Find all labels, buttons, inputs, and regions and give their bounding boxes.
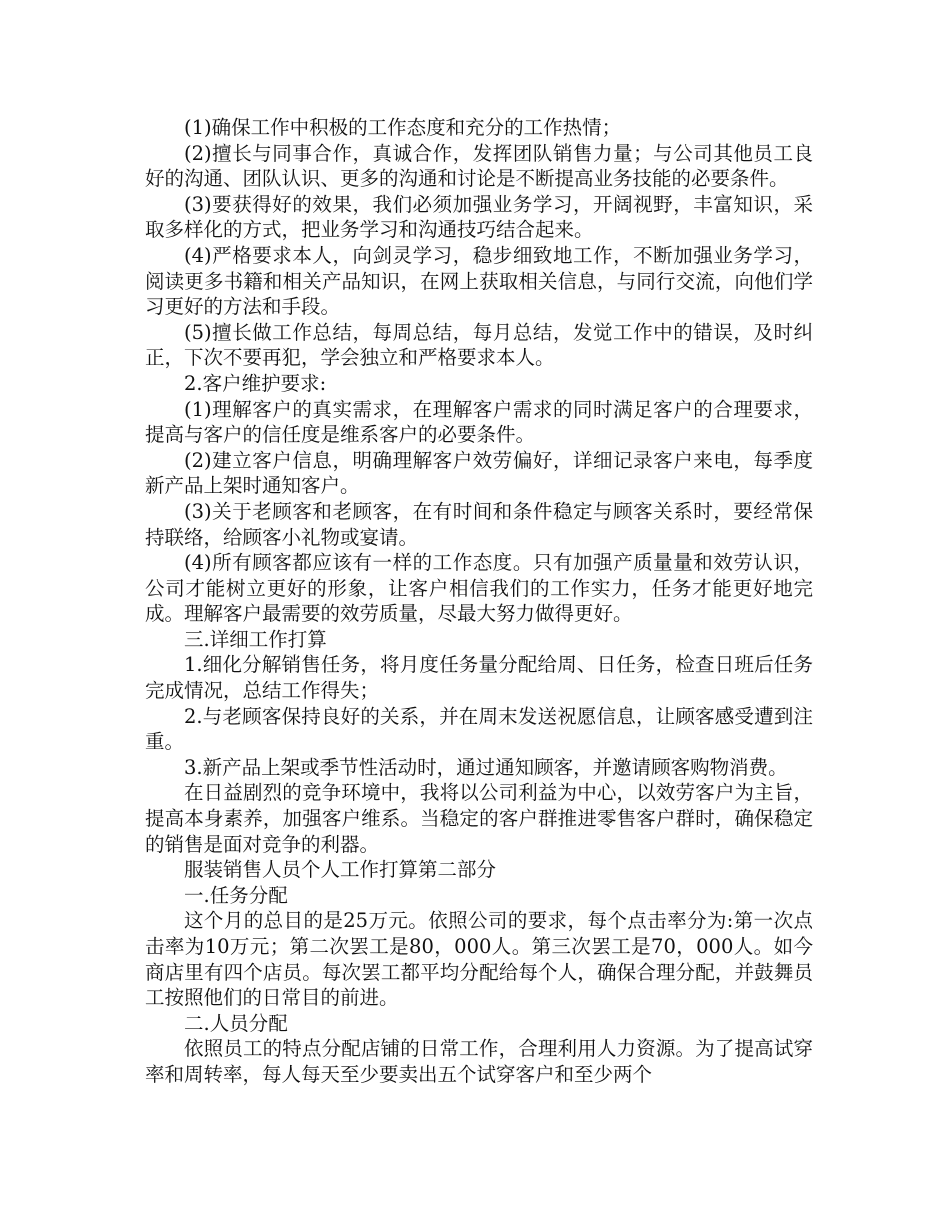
- paragraph: 在日益剧烈的竞争环境中，我将以公司利益为中心，以效劳客户为主旨，提高本身素养，加强客户维系。当稳定的客户群推进零售客户群时，确保稳定的销售是面对竞争的利器。: [145, 781, 813, 856]
- section-heading: 2.客户维护要求:: [184, 371, 327, 395]
- paragraph: (4)所有顾客都应该有一样的工作态度。只有加强产质量量和效劳认识，公司才能树立更好的形象，让客户相信我们的工作实力，任务才能更好地完成。理解客户最需要的效劳质量，尽最大努力做得更好。: [145, 551, 813, 626]
- section-heading: 二.人员分配: [184, 1011, 288, 1035]
- paragraph: (2)擅长与同事合作，真诚合作，发挥团队销售力量；与公司其他员工良好的沟通、团队认识、更多的沟通和讨论是不断提高业务技能的必要条件。: [145, 141, 813, 191]
- paragraph: 依照员工的特点分配店铺的日常工作，合理利用人力资源。为了提高试穿率和周转率，每人每天至少要卖出五个试穿客户和至少两个: [145, 1037, 813, 1086]
- paragraph: (1)理解客户的真实需求，在理解客户需求的同时满足客户的合理要求，提高与客户的信任度是维系客户的必要条件。: [145, 397, 813, 447]
- section-heading: 三.详细工作打算: [184, 627, 327, 651]
- paragraph: 1.细化分解销售任务，将月度任务量分配给周、日任务，检查日班后任务完成情况，总结工作得失；: [145, 653, 813, 703]
- paragraph: 这个月的总目的是25万元。依照公司的要求，每个点击率分为:第一次点击率为10万元；第二次罢工是80，000人。第三次罢工是70，000人。如今商店里有四个店员。每次罢工都平均分配给每个人，确保合理分配，并鼓舞员工按照他们的日常目的前进。: [145, 909, 813, 1010]
- paragraph: (2)建立客户信息，明确理解客户效劳偏好，详细记录客户来电，每季度新产品上架时通知客户。: [145, 448, 813, 498]
- paragraph: (3)关于老顾客和老顾客，在有时间和条件稳定与顾客关系时，要经常保持联络，给顾客小礼物或宴请。: [145, 499, 813, 549]
- paragraph: 3.新产品上架或季节性活动时，通过通知顾客，并邀请顾客购物消费。: [184, 755, 788, 779]
- paragraph: (5)擅长做工作总结，每周总结，每月总结，发觉工作中的错误，及时纠正，下次不要再犯，学会独立和严格要求本人。: [145, 320, 813, 370]
- section-heading: 一.任务分配: [184, 883, 288, 907]
- paragraph: 2.与老顾客保持良好的关系，并在周末发送祝愿信息，让顾客感受遭到注重。: [145, 704, 813, 754]
- paragraph: (3)要获得好的效果，我们必须加强业务学习，开阔视野，丰富知识，采取多样化的方式，把业务学习和沟通技巧结合起来。: [145, 192, 813, 242]
- paragraph: (4)严格要求本人，向剑灵学习，稳步细致地工作，不断加强业务学习，阅读更多书籍和相关产品知识，在网上获取相关信息，与同行交流，向他们学习更好的方法和手段。: [145, 243, 813, 319]
- document-body: [145, 115, 813, 1088]
- paragraph: (1)确保工作中积极的工作态度和充分的工作热情；: [184, 116, 622, 139]
- section-title: 服装销售人员个人工作打算第二部分: [184, 858, 497, 882]
